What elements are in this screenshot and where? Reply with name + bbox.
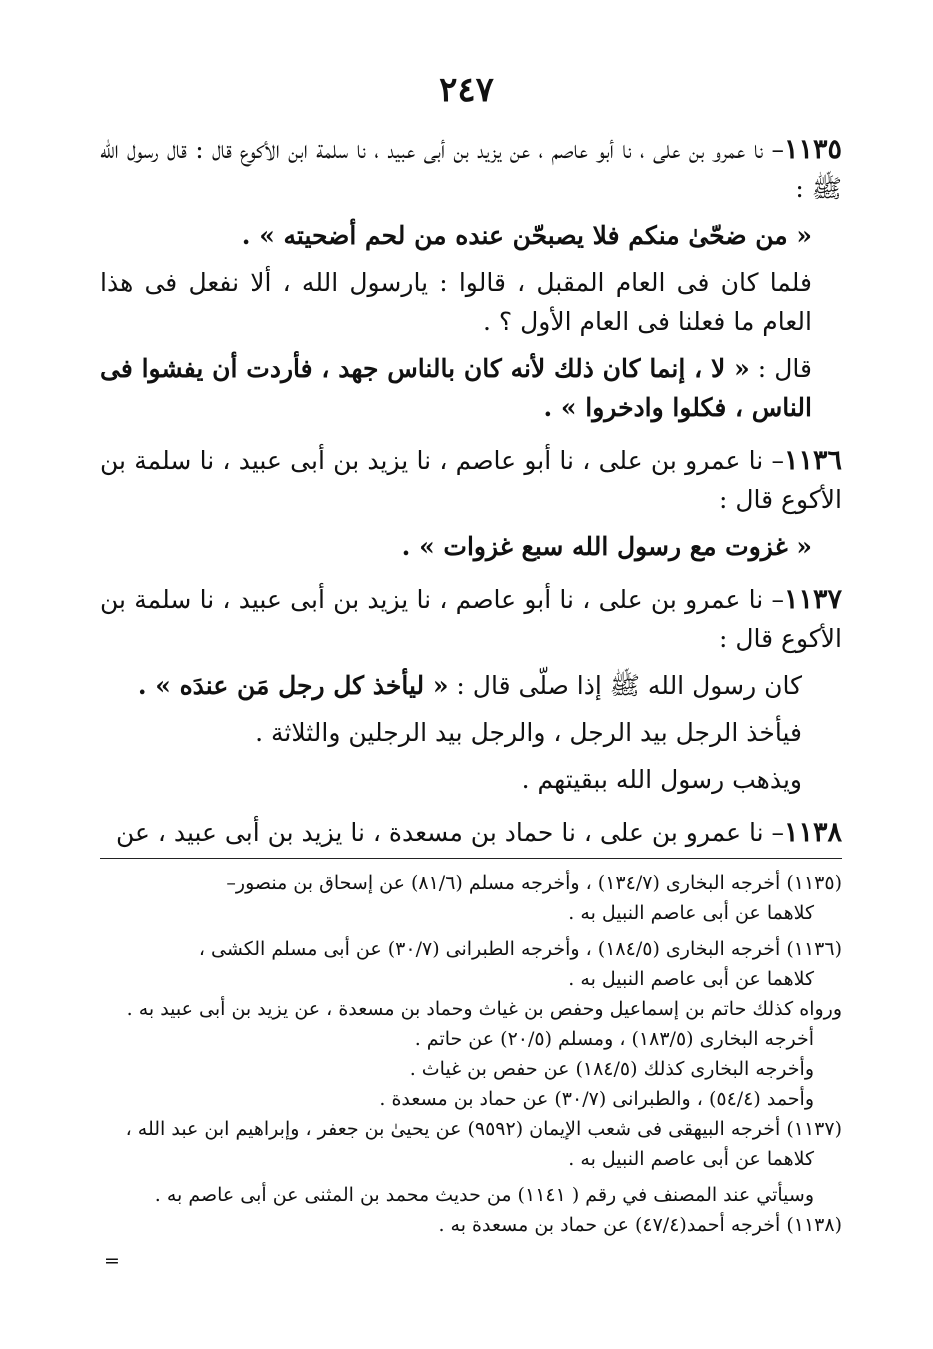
- hadith-1136: [100, 441, 842, 519]
- hadith-number: ١١٣٦: [783, 445, 842, 476]
- footnote-divider: [100, 858, 842, 859]
- footnote-line: وسيأتي عند المصنف في رقم ( ١١٤١) من حديث محمد بن المثنى عن أبى عاصم به .: [154, 1184, 814, 1206]
- footnote-continuation: كلاهما عن أبى عاصم النبيل به .: [568, 1148, 814, 1170]
- response-intro: قال :: [749, 354, 812, 383]
- hadith-1138: [100, 813, 842, 852]
- hadith-continuation: [100, 263, 842, 341]
- footnotes: [100, 868, 842, 1240]
- footnote-text: (١١٣٧) أخرجه البيهقى فى شعب الإيمان (٩٥٩٢) عن يحيىٰ بن جعفر ، وإبراهيم ابن عبد الله ،: [125, 1118, 842, 1140]
- hadith-quote: [100, 216, 842, 255]
- matn-text: فيأخذ الرجل بيد الرجل ، والرجل بيد الرجلين والثلاثة .: [255, 718, 802, 747]
- footnote-line: أخرجه البخارى (١٨٣/٥) ، ومسلم (٢٠/٥) عن حاتم .: [414, 1028, 814, 1050]
- hadith-number: ١١٣٥: [783, 134, 842, 165]
- footnote-1138: (١١٣٨) أخرجه أحمد(٤٧/٤) عن حماد بن مسعدة به .: [438, 1214, 842, 1236]
- hadith-matn-line: [100, 760, 842, 799]
- hadith-1137: [100, 580, 842, 658]
- hadith-isnad: – نا عمرو بن على ، نا أبو عاصم ، نا يزيد بن أبى عبيد ، نا سلمة بن الأكوع قال :: [100, 446, 842, 514]
- footnote-line: وأخرجه البخارى كذلك (١٨٤/٥) عن حفص بن غياث .: [409, 1058, 814, 1080]
- hadith-isnad: – نا عمرو بن على ، نا حماد بن مسعدة ، نا يزيد بن أبى عبيد ، عن: [115, 818, 784, 847]
- page-number: ٢٤٧: [439, 70, 494, 110]
- footnote-1135: [100, 868, 842, 928]
- matn-quote: « ليأخذ كل رجل مَن عندَه » .: [137, 671, 449, 700]
- hadith-number: ١١٣٧: [783, 584, 842, 615]
- footnote-continuation: كلاهما عن أبى عاصم النبيل به .: [568, 902, 814, 924]
- response-quote: « لا ، إنما كان ذلك لأنه كان بالناس جهد ، فأردت أن يفشوا فى الناس ، فكلوا وادخروا » .: [100, 354, 812, 422]
- hadith-matn: [100, 666, 842, 705]
- footnote-1136: [100, 934, 842, 994]
- continuation-mark: =: [104, 1250, 120, 1272]
- footnote-continuation: كلاهما عن أبى عاصم النبيل به .: [568, 968, 814, 990]
- footnote-line: وأحمد (٥٤/٤) ، والطبرانى (٣٠/٧) عن حماد بن مسعدة .: [379, 1088, 814, 1110]
- footnote-text: (١١٣٥) أخرجه البخارى (١٣٤/٧) ، وأخرجه مسلم (٨١/٦) عن إسحاق بن منصور–: [226, 872, 842, 894]
- hadith-matn-line: [100, 713, 842, 752]
- footnote-text: (١١٣٦) أخرجه البخارى (١٨٤/٥) ، وأخرجه الطبرانى (٣٠/٧) عن أبى مسلم الكشى ،: [198, 938, 842, 960]
- hadith-number: ١١٣٨: [783, 817, 842, 848]
- footnote-line: ورواه كذلك حاتم بن إسماعيل وحفص بن غياث وحماد بن مسعدة ، عن يزيد بن أبى عبيد به .: [126, 998, 842, 1020]
- hadith-1135: [100, 130, 842, 208]
- footnote-1137: [100, 1114, 842, 1174]
- hadith-quote: [100, 527, 842, 566]
- hadith-isnad: – نا عمرو بن على ، نا أبو عاصم ، نا يزيد بن أبى عبيد ، نا سلمة بن الأكوع قال :: [100, 585, 842, 653]
- quote-text: « غزوت مع رسول الله سبع غزوات » .: [401, 532, 812, 561]
- matn-intro: كان رسول الله ﷺ إذا صلّى قال :: [448, 671, 802, 700]
- hadith-isnad: – نا عمرو بن على ، نا أبو عاصم ، عن يزيد بن أبى عبيد ، نا سلمة ابن الأكوع قال : قال رسول الله ﷺ :: [100, 135, 842, 203]
- matn-text: ويذهب رسول الله ببقيتهم .: [521, 765, 802, 794]
- hadith-body: [100, 130, 842, 866]
- hadith-response: [100, 349, 842, 427]
- continuation-text: فلما كان فى العام المقبل ، قالوا : يارسول الله ، ألا نفعل فى هذا العام ما فعلنا فى العام الأول ؟ .: [100, 268, 812, 336]
- quote-text: « من ضحّىٰ منكم فلا يصبحّن عنده من لحم أضحيته » .: [241, 221, 812, 250]
